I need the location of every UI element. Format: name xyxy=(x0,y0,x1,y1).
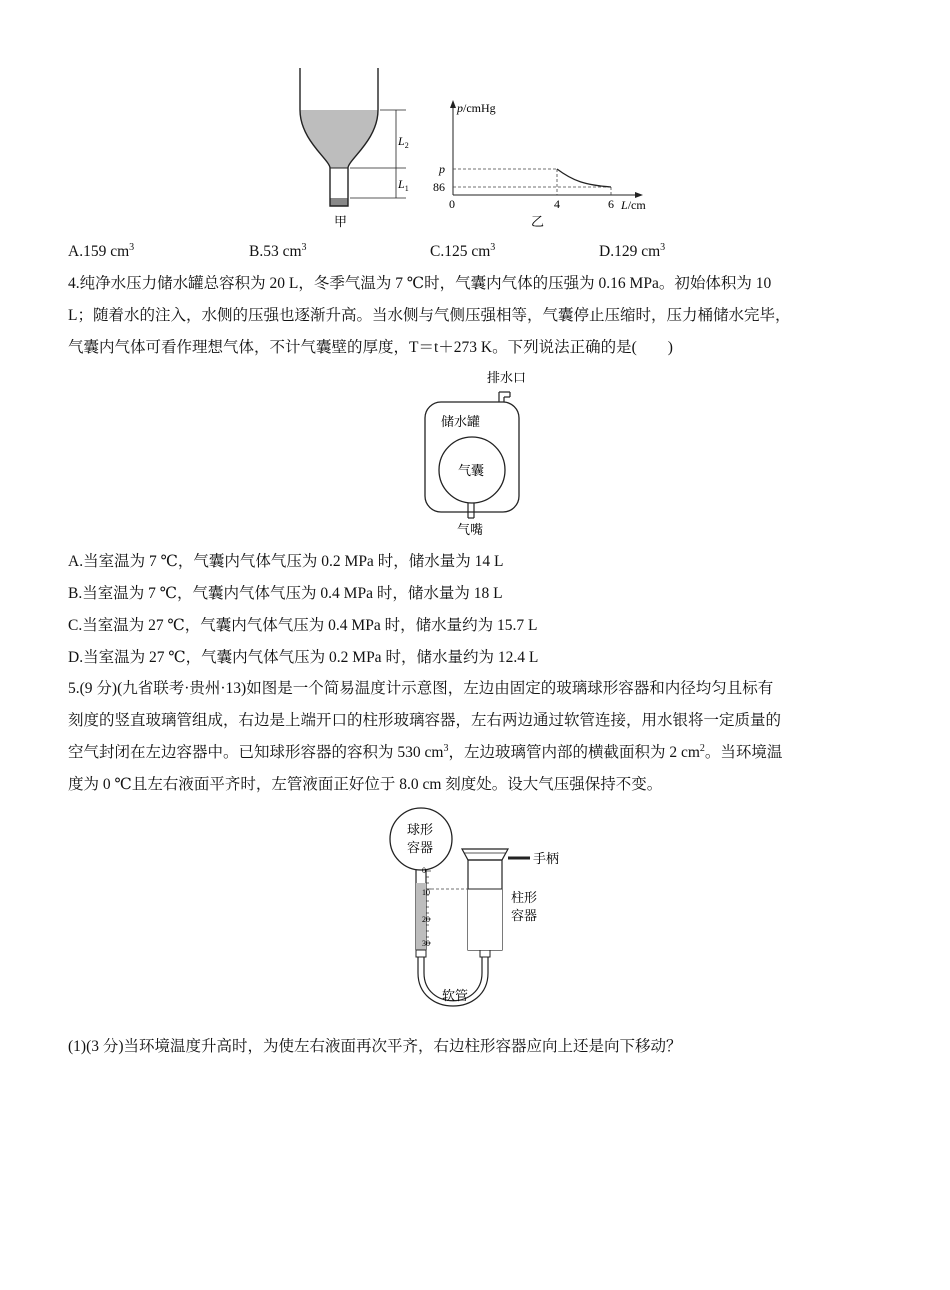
q4-line3: 气囊内气体可看作理想气体，不计气囊壁的厚度，T＝t＋273 K。下列说法正确的是( ) xyxy=(68,339,673,356)
thermometer-figure xyxy=(385,805,585,1010)
q4-option-b[interactable]: B.当室温为 7 ℃，气囊内气体气压为 0.4 MPa 时，储水量为 18 L xyxy=(68,585,503,602)
L1-label: $L_1$ xyxy=(398,177,409,193)
funnel-figure xyxy=(290,68,420,233)
q3-option-a[interactable]: A.159 $cm^3$ xyxy=(68,241,135,260)
caption-jia: 甲 xyxy=(334,214,348,229)
q5-line2: 刻度的竖直玻璃管组成，右边是上端开口的柱形玻璃容器，左右两边通过软管连接，用水银将一定质量的 xyxy=(68,712,782,729)
scale-20: 20 xyxy=(422,915,430,924)
q5-line4: 度为 0 ℃且左右液面平齐时，左管液面正好位于 8.0 cm 刻度处。设大气压强保持不变。 xyxy=(68,776,663,793)
x-tick-0: 0 xyxy=(449,197,455,211)
outlet-label: 排水口 xyxy=(487,370,527,385)
q4-option-a[interactable]: A.当室温为 7 ℃，气囊内气体气压为 0.2 MPa 时，储水量为 14 L xyxy=(68,553,504,570)
pressure-length-graph xyxy=(425,92,665,232)
nozzle-label: 气嘴 xyxy=(457,522,484,537)
q5-line3: 空气封闭在左边容器中。已知球形容器的容积为 530 $cm^3$，左边玻璃管内部的横截面积为 2 $cm^2$。当环境温 xyxy=(68,742,783,761)
tank-label: 储水罐 xyxy=(441,414,481,429)
y-tick-p: p xyxy=(439,162,445,176)
x-tick-6: 6 xyxy=(608,197,614,211)
q3-option-c[interactable]: C.125 $cm^3$ xyxy=(430,241,496,260)
q4-option-c[interactable]: C.当室温为 27 ℃，气囊内气体气压为 0.4 MPa 时，储水量约为 15.7 L xyxy=(68,617,538,634)
caption-yi: 乙 xyxy=(531,214,545,229)
handle-label: 手柄 xyxy=(533,851,560,866)
y-axis-label-hidden: p/cmHg xyxy=(425,92,429,93)
cyl-label-2: 容器 xyxy=(511,908,538,923)
q5-line1: 5.(9 分)(九省联考·贵州·13)如图是一个简易温度计示意图，左边由固定的玻璃球形容器和内径均匀且标有 xyxy=(68,680,774,697)
scale-10: 10 xyxy=(422,888,430,897)
q4-line1: 4.纯净水压力储水罐总容积为 20 L，冬季气温为 7 ℃时，气囊内气体的压强为 0.16 MPa。初始体积为 10 xyxy=(68,275,772,292)
scale-0: 0 xyxy=(422,866,426,875)
q4-option-d[interactable]: D.当室温为 27 ℃，气囊内气体气压为 0.2 MPa 时，储水量约为 12.4 L xyxy=(68,649,539,666)
x-axis-label: L/cm xyxy=(621,198,646,212)
y-tick-86: 86 xyxy=(433,180,445,194)
q5-sub1: (1)(3 分)当环境温度升高时，为使左右液面再次平齐，右边柱形容器应向上还是向下移动？ xyxy=(68,1038,682,1055)
q3-option-d[interactable]: D.129 $cm^3$ xyxy=(599,241,666,260)
bulb-label-2: 容器 xyxy=(407,840,434,855)
L2-label: $L_2$ xyxy=(398,134,409,150)
x-tick-4: 4 xyxy=(554,197,560,211)
bag-label: 气囊 xyxy=(458,463,485,478)
scale-30: 30 xyxy=(422,939,430,948)
cyl-label-1: 柱形 xyxy=(511,890,538,905)
hose-label: 软管 xyxy=(442,988,469,1003)
y-axis-label: p/cmHg xyxy=(457,101,496,115)
water-tank-figure xyxy=(415,368,535,540)
bulb-label-1: 球形 xyxy=(407,822,434,837)
q4-line2: L；随着水的注入，水侧的压强也逐渐升高。当水侧与气侧压强相等，气囊停止压缩时，压力桶储水完毕， xyxy=(68,307,791,324)
q3-option-b[interactable]: B.53 $cm^3$ xyxy=(249,241,307,260)
